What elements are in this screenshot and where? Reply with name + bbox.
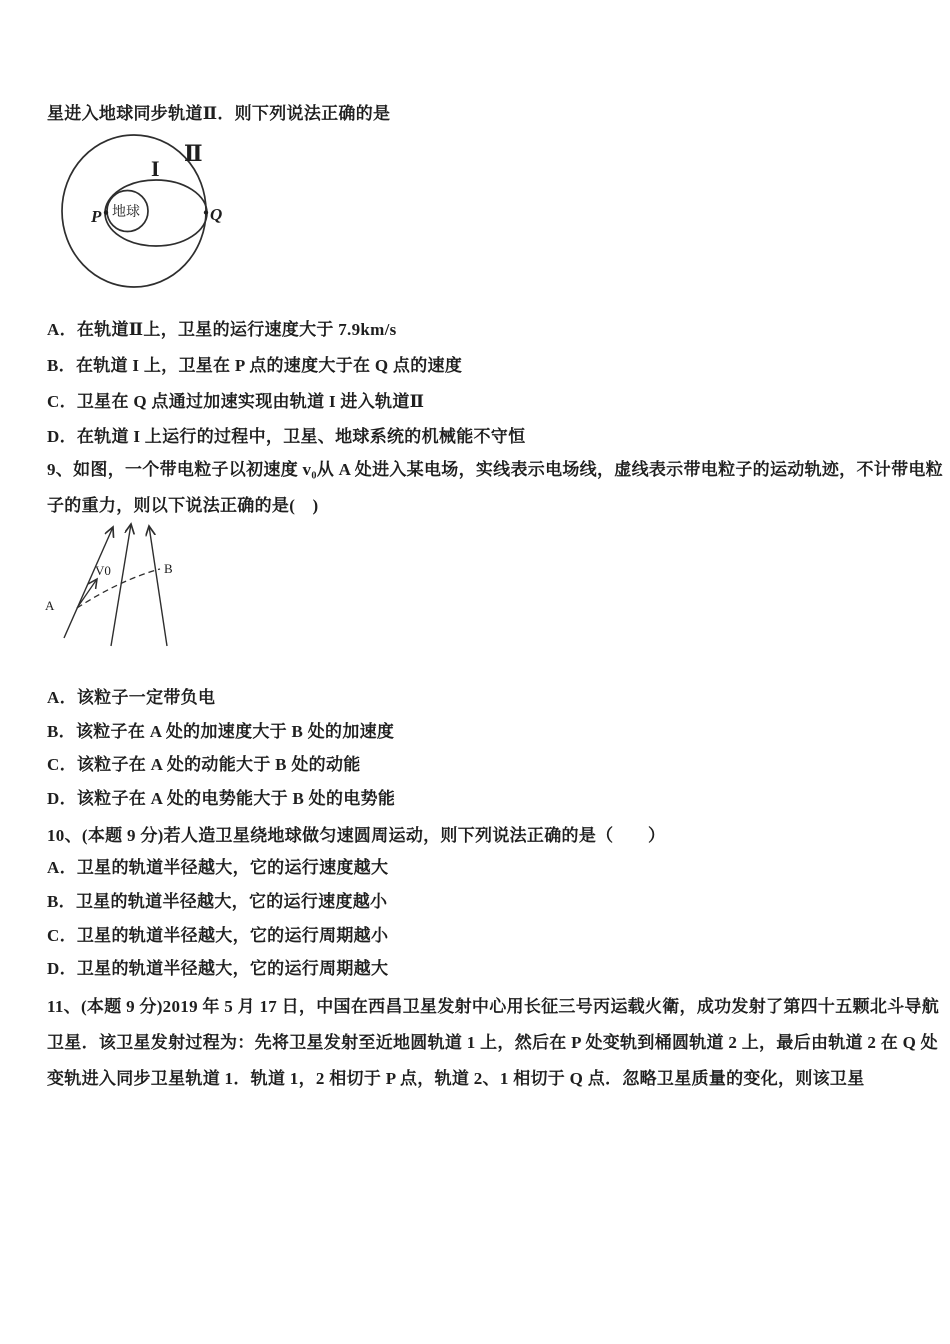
q8-option-a: A．在轨道Ⅱ上，卫星的运行速度大于 7.9km/s bbox=[47, 320, 397, 339]
q10-stem: 10、(本题 9 分)若人造卫星绕地球做匀速圆周运动，则下列说法正确的是（ ） bbox=[47, 826, 666, 845]
q10-option-c: C．卫星的轨道半径越大，它的运行周期越小 bbox=[47, 926, 389, 945]
q8-option-b: B．在轨道 I 上，卫星在 P 点的速度大于在 Q 点的速度 bbox=[47, 356, 463, 375]
q8-intro-text: 星进入地球同步轨道Ⅱ．则下列说法正确的是 bbox=[47, 104, 391, 123]
q9-field-figure bbox=[40, 520, 215, 665]
point-q-dot bbox=[204, 210, 208, 214]
q8-option-c: C．卫星在 Q 点通过加速实现由轨道 I 进入轨道Ⅱ bbox=[47, 392, 425, 411]
orbit-1-label: I bbox=[151, 156, 160, 181]
q11-stem-line3: 变轨进入同步卫星轨道 1．轨道 1，2 相切于 P 点，轨道 2、1 相切于 Q 点．忽略卫星质量的变化，则该卫星 bbox=[47, 1069, 865, 1088]
q11-stem-line1: 11、(本题 9 分)2019 年 5 月 17 日，中国在西昌卫星发射中心用长征三号丙运载火衛，成功发射了第四十五颗北斗导航 bbox=[47, 997, 940, 1016]
q9-stem-line2: 子的重力，则以下说法正确的是( ) bbox=[47, 496, 319, 515]
earth-label: 地球 bbox=[112, 205, 140, 220]
field-line-middle bbox=[111, 524, 131, 646]
point-b-label: B bbox=[164, 561, 173, 576]
point-a-label: A bbox=[45, 598, 55, 613]
q8-option-d: D．在轨道 I 上运行的过程中，卫星、地球系统的机械能不守恒 bbox=[47, 427, 526, 446]
v0-vector-arrow bbox=[77, 579, 97, 608]
point-p-dot bbox=[104, 210, 108, 214]
q9-option-d: D．该粒子在 A 处的电势能大于 B 处的电势能 bbox=[47, 789, 396, 808]
q8-orbit-figure bbox=[50, 134, 242, 296]
point-p-label: P bbox=[91, 207, 102, 226]
field-line-left bbox=[64, 527, 113, 638]
q9-stem-line1: 9、如图，一个带电粒子以初速度 v₀从 A 处进入某电场，实线表示电场线，虚线表示带电粒子的运动轨迹，不计带电粒 bbox=[47, 460, 943, 479]
q9-option-b: B．该粒子在 A 处的加速度大于 B 处的加速度 bbox=[47, 722, 395, 741]
orbit-2-label: Ⅱ bbox=[184, 141, 203, 166]
q9-option-c: C．该粒子在 A 处的动能大于 B 处的动能 bbox=[47, 755, 361, 774]
q9-option-a: A．该粒子一定带负电 bbox=[47, 688, 216, 707]
q10-option-d: D．卫星的轨道半径越大，它的运行周期越大 bbox=[47, 959, 389, 978]
v0-label: V0 bbox=[95, 563, 111, 578]
point-q-label: Q bbox=[210, 205, 223, 224]
q11-stem-line2: 卫星．该卫星发射过程为：先将卫星发射至近地圆轨道 1 上，然后在 P 处变轨到桶圆轨道 2 上，最后由轨道 2 在 Q 处 bbox=[47, 1033, 938, 1052]
field-line-right bbox=[149, 526, 167, 646]
q10-option-a: A．卫星的轨道半径越大，它的运行速度越大 bbox=[47, 858, 389, 877]
q10-option-b: B．卫星的轨道半径越大，它的运行速度越小 bbox=[47, 892, 388, 911]
